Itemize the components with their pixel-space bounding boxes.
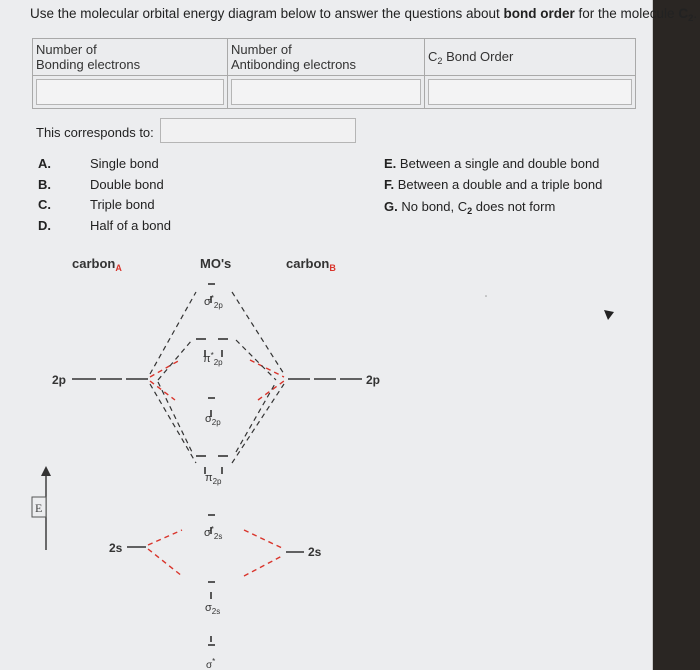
stray-mark: [485, 295, 487, 297]
correlation-line: [158, 382, 192, 452]
correlation-line: [148, 549, 182, 576]
antibonding-header-line1: Number of: [231, 42, 292, 57]
choice-text: Half of a bond: [90, 218, 171, 233]
question-text-middle: for the molecule: [574, 6, 679, 21]
choice-g: [384, 199, 555, 216]
bond-order-label: Bond Order: [442, 49, 514, 64]
mo-label-sigma-star-2s: $\sigma^*_{2s}$: [204, 525, 223, 541]
bond-order-input[interactable]: [428, 79, 632, 105]
carbon-b-label: carbon$_B$: [286, 256, 336, 273]
energy-axis-arrowhead: [41, 466, 51, 476]
right-2s-label: 2s: [308, 545, 322, 559]
left-2s-label: 2s: [109, 541, 123, 555]
correlation-line: [244, 530, 282, 548]
mos-label: MO's: [200, 256, 232, 271]
bonding-header-line2: Bonding electrons: [36, 57, 141, 72]
choice-text: Triple bond: [90, 197, 155, 212]
choice-text: Double bond: [90, 177, 164, 192]
question-emphasis: bond order: [503, 6, 575, 21]
antibonding-electrons-input[interactable]: [231, 79, 421, 105]
choice-letter: A.: [38, 156, 51, 171]
carbon-a-label: carbon$_A$: [72, 256, 122, 273]
choice-letter: F.: [384, 177, 395, 192]
mo-levels: [196, 284, 228, 645]
correlation-line: [158, 340, 192, 380]
choice-text: Between a double and a triple bond: [397, 177, 603, 192]
choice-text: Between a single and double bond: [399, 156, 600, 171]
mo-label-cut-off: σ*: [206, 657, 216, 670]
choice-letter: C.: [38, 197, 51, 212]
choice-text: Single bond: [90, 156, 159, 171]
choice-subscript: 2: [467, 206, 473, 216]
correlation-line: [250, 360, 284, 377]
bond-order-c: C: [428, 49, 438, 64]
corresponds-input[interactable]: [160, 118, 356, 143]
question-prompt: [30, 6, 697, 24]
molecule-subscript: 2: [688, 13, 694, 24]
bonding-header: [33, 39, 228, 76]
corresponds-label: This corresponds to:: [36, 125, 154, 140]
mo-label-pi-star-2p: $\pi^*_{2p}$: [203, 351, 223, 367]
right-2p-label: 2p: [366, 373, 381, 387]
correlation-line: [232, 384, 284, 463]
correlation-line: [236, 382, 276, 452]
correlation-line: [150, 384, 196, 463]
question-text: Use the molecular orbital energy diagram below to answer the questions about: [30, 6, 504, 21]
correlation-lines-black: [150, 292, 284, 463]
bond-order-header: [425, 39, 636, 76]
choice-text-tail: does not form: [472, 199, 556, 214]
molecule-formula: C: [678, 6, 689, 21]
choice-letter: G.: [384, 199, 398, 214]
mo-label-sigma-2s: $\sigma_{2s}$: [205, 602, 221, 616]
mo-energy-diagram: [0, 240, 652, 670]
antibonding-header-line2: Antibonding electrons: [231, 57, 357, 72]
mo-label-sigma-star-2p: $\sigma^*_{2p}$: [204, 294, 223, 310]
correlation-line: [258, 381, 284, 400]
bonding-header-line1: Number of: [36, 42, 97, 57]
question-suffix: .: [693, 6, 698, 21]
choice-letter: D.: [38, 218, 51, 233]
energy-axis-label: E: [35, 501, 43, 515]
correlation-line: [244, 556, 282, 576]
left-2p-label: 2p: [52, 373, 67, 387]
antibonding-cell: [228, 76, 425, 109]
choice-e: [384, 156, 599, 171]
choice-text: No bond, C: [401, 199, 468, 214]
answer-table: [32, 38, 636, 109]
bonding-cell: [33, 76, 228, 109]
correlation-line: [148, 530, 182, 545]
mouse-cursor-icon: [604, 310, 614, 320]
choice-letter: B.: [38, 177, 51, 192]
mo-label-pi-2p: $\pi_{2p}$: [205, 472, 222, 486]
bonding-electrons-input[interactable]: [36, 79, 224, 105]
correlation-lines-red: [148, 360, 284, 576]
correlation-line: [236, 340, 276, 380]
antibonding-header: [228, 39, 425, 76]
mo-label-sigma-2p: $\sigma_{2p}$: [205, 413, 221, 427]
correlation-line: [150, 360, 180, 377]
correlation-line: [150, 292, 196, 374]
bond-order-cell: [425, 76, 636, 109]
mo-electron-bars: [205, 296, 222, 642]
bond-order-sub: 2: [437, 56, 443, 66]
choice-letter: E.: [384, 156, 397, 171]
choice-f: [384, 177, 602, 192]
